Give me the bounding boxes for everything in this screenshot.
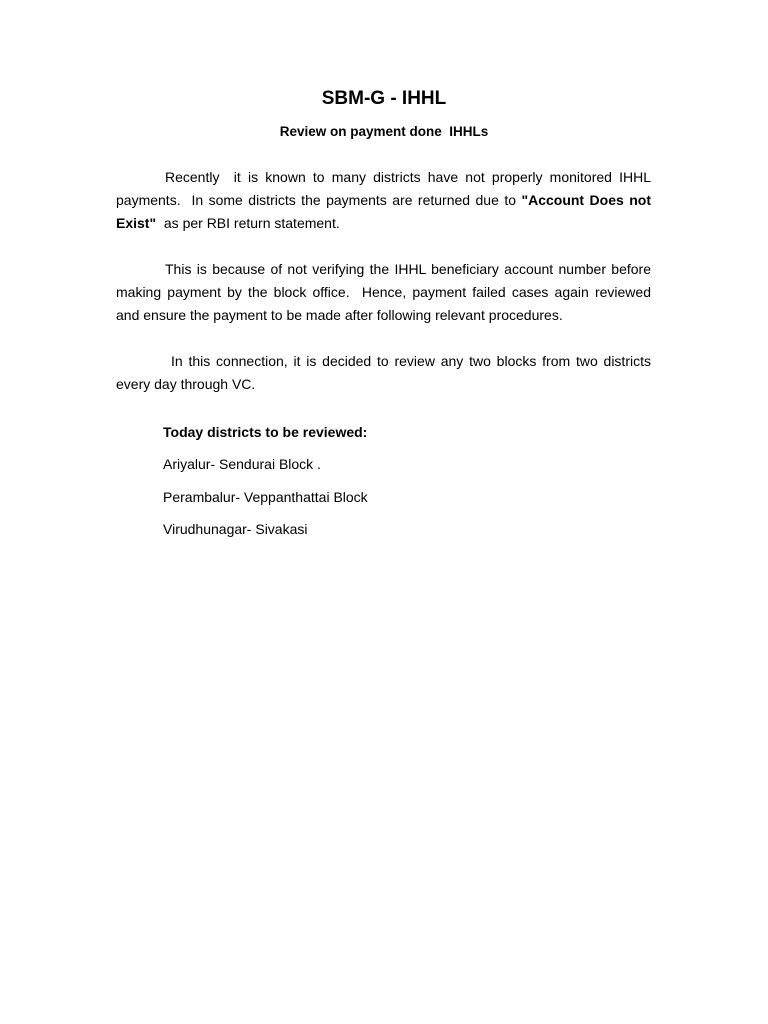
- paragraph-payments-returned: [116, 166, 655, 236]
- paragraph-text: as per RBI return statement.: [156, 215, 340, 232]
- paragraph-review-decision: In this connection, it is decided to review any two blocks from two districts every day through VC.: [116, 353, 655, 393]
- paragraph-text: Recently it is known to many districts have not properly monitored IHHL payments. In some districts the payments are returned due to: [116, 169, 655, 209]
- list-item: Ariyalur- Sendurai Block .: [163, 456, 321, 472]
- list-item: Virudhunagar- Sivakasi: [163, 521, 308, 537]
- review-list-heading: Today districts to be reviewed:: [163, 424, 368, 440]
- account-does-not-exist-text: "Account Does not Exist": [116, 192, 655, 232]
- paragraph-verification: This is because of not verifying the IHHL beneficiary account number before making payment by the block office. Hence, payment failed cases again reviewed and ensure the payment to be made after following relevant procedures.: [116, 261, 655, 324]
- list-item: Perambalur- Veppanthattai Block: [163, 488, 368, 505]
- document-title: SBM-G - IHHL: [321, 88, 447, 109]
- review-district-list: [163, 455, 368, 553]
- document-subtitle: Review on payment done IHHLs: [279, 124, 489, 139]
